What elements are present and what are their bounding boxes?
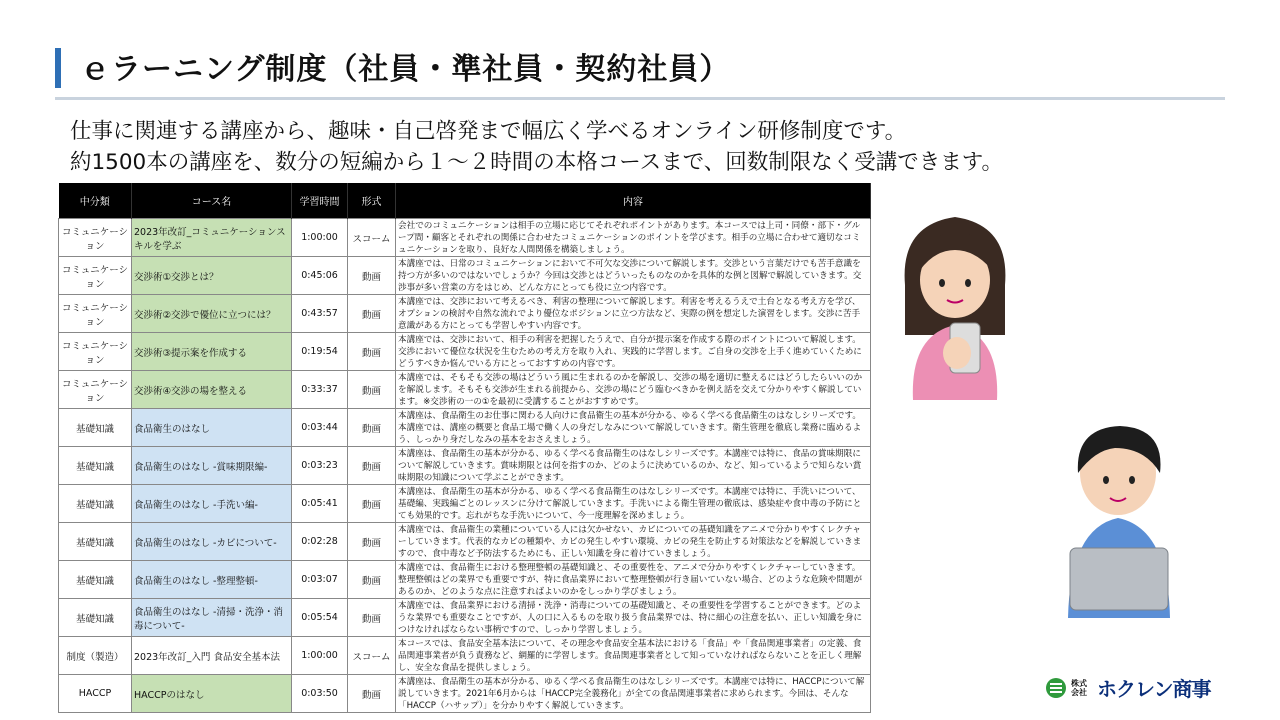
logo-kabushiki-text: 株式会社: [1071, 678, 1087, 697]
category-cell: 基礎知識: [59, 523, 132, 561]
course-name-cell: 2023年改訂_入門 食品安全基本法: [132, 637, 292, 675]
table-row: [59, 675, 871, 713]
category-cell: コミュニケーション: [59, 295, 132, 333]
category-cell: コミュニケーション: [59, 257, 132, 295]
logo-company-name: ホクレン商事: [1097, 677, 1211, 701]
format-cell: 動画: [348, 295, 396, 333]
content-cell: [396, 561, 871, 599]
header-category: 中分類: [59, 183, 132, 219]
page-title: ｅラーニング制度（社員・準社員・契約社員）: [80, 52, 731, 87]
title-divider: [55, 97, 1225, 100]
content-text: 本講座は、食品衛生の基本が分かる、ゆるく学べる食品衛生のはなしシリーズです。本講座では特に、食品の賞味期限について解説していきます。賞味期限とは何を指すのか、どのように決めているのか、など、知っているようで知らない賞味期限の知識について学ぶことができます。: [398, 449, 862, 483]
content-text: 本講座では、食品衛生における整理整頓の基礎知識と、その重要性を、アニメで分かりやすくレクチャーしていきます。整理整頓はどの業界でも重要ですが、特に食品業界において整理整頓が行き届いていない場合、どのような危険や問題があるのか、どのような点に注意すればよいのかをしっかり学びましょう。: [398, 563, 863, 597]
table-row: [59, 295, 871, 333]
course-table: [58, 183, 871, 713]
study-time-cell: 1:00:00: [292, 637, 348, 675]
study-time-cell: 0:03:50: [292, 675, 348, 713]
format-cell: スコーム: [348, 219, 396, 257]
table-row: [59, 447, 871, 485]
format-cell: スコーム: [348, 637, 396, 675]
table-row: [59, 219, 871, 257]
content-cell: [396, 485, 871, 523]
table-row: [59, 523, 871, 561]
course-name-cell: HACCPのはなし: [132, 675, 292, 713]
course-table-container: [58, 183, 870, 711]
category-cell: コミュニケーション: [59, 371, 132, 409]
content-text: 本講座では、食品衛生の業種についている人には欠かせない、カビについての基礎知識をアニメで分かりやすくレクチャーしていきます。代表的なカビの種類や、カビの発生しやすい環境、カビの発生を防止する対策法などを解説していきますので、食中毒など予防法するためにも、正しい知識を身に着けていきましょう。: [398, 525, 862, 559]
table-row: [59, 599, 871, 637]
study-time-cell: 0:02:28: [292, 523, 348, 561]
category-cell: 制度（製造）: [59, 637, 132, 675]
content-text: 本講座は、食品衛生の基本が分かる、ゆるく学べる食品衛生のはなしシリーズです。本講座では特に、HACCPについて解説していきます。2021年6月からは「HACCP完全義務化」が全ての食品関連事業者に求められます。今回は、そんな「HACCP（ハサップ）」を分かりやすく解説していきます。: [398, 677, 865, 711]
table-row: [59, 409, 871, 447]
table-row: [59, 561, 871, 599]
header-time: 学習時間: [292, 183, 348, 219]
man-with-laptop-illustration: [1060, 418, 1180, 618]
table-row: [59, 637, 871, 675]
title-accent-bar: [55, 48, 61, 88]
category-cell: 基礎知識: [59, 409, 132, 447]
intro-line-2: 約1500本の講座を、数分の短編から１～２時間の本格コースまで、回数制限なく受講できます。: [70, 150, 1003, 175]
format-cell: 動画: [348, 257, 396, 295]
content-cell: [396, 523, 871, 561]
format-cell: 動画: [348, 599, 396, 637]
content-cell: [396, 219, 871, 257]
course-name-cell: 食品衛生のはなし: [132, 409, 292, 447]
study-time-cell: 0:05:41: [292, 485, 348, 523]
header-content: 内容: [396, 183, 871, 219]
table-header-row: [59, 183, 871, 219]
content-cell: [396, 599, 871, 637]
header-format: 形式: [348, 183, 396, 219]
course-name-cell: 交渉術④交渉の場を整える: [132, 371, 292, 409]
table-row: [59, 257, 871, 295]
study-time-cell: 0:43:57: [292, 295, 348, 333]
woman-with-phone-illustration: [895, 205, 1015, 400]
content-text: 本講座は、食品衛生のお仕事に関わる人向けに食品衛生の基本が分かる、ゆるく学べる食品衛生のはなしシリーズです。本講座では、講座の概要と食品工場で働く人の身だしなみについて解説していきます。衛生管理を徹底し業務に臨めるよう、しっかり身だしなみの基本をおさえましょう。: [398, 411, 862, 445]
format-cell: 動画: [348, 561, 396, 599]
content-text: 本講座では、食品業界における清掃・洗浄・消毒についての基礎知識と、その重要性を学習することができます。どのような業界でも重要なことですが、人の口に入るものを取り扱う食品業界では、特に細心の注意を払い、正しい知識を身につけなければならない事柄ですので、しっかり学習しましょう。: [398, 601, 863, 635]
category-cell: 基礎知識: [59, 485, 132, 523]
format-cell: 動画: [348, 485, 396, 523]
content-cell: [396, 257, 871, 295]
content-cell: [396, 371, 871, 409]
study-time-cell: 0:05:54: [292, 599, 348, 637]
study-time-cell: 0:19:54: [292, 333, 348, 371]
category-cell: コミュニケーション: [59, 333, 132, 371]
company-logo: [1045, 673, 1211, 702]
course-name-cell: 交渉術③提示案を作成する: [132, 333, 292, 371]
category-cell: 基礎知識: [59, 599, 132, 637]
content-text: 本講座では、交渉において、相手の利害を把握したうえで、自分が提示案を作成する際のポイントについて解説します。交渉において優位な状況を生むための考え方を取り入れ、実践的に学習します。ご自身の交渉を上手く進めていくためにどうすべきか悩んでいる方にとっておすすめの内容です。: [398, 335, 862, 369]
header-course: コース名: [132, 183, 292, 219]
format-cell: 動画: [348, 409, 396, 447]
study-time-cell: 0:03:44: [292, 409, 348, 447]
course-name-cell: 食品衛生のはなし -清掃・洗浄・消毒について-: [132, 599, 292, 637]
table-row: [59, 333, 871, 371]
study-time-cell: 0:33:37: [292, 371, 348, 409]
content-text: 会社でのコミュニケーションは相手の立場に応じてそれぞれポイントがあります。本コースでは上司・同僚・部下・グループ間・顧客とそれぞれの関係に合わせたコミュニケーションのポイントを学びます。相手の立場に合わせて適切なコミュニケーションを取り、良好な人間関係を構築しましょう。: [398, 221, 861, 255]
content-text: 本講座は、食品衛生の基本が分かる、ゆるく学べる食品衛生のはなしシリーズです。本講座では特に、手洗いについて、基礎編、実践編ごとのレッスンに分けて解説していきます。手洗いによる衛生管理の徹底は、感染症や食中毒の予防にとても効果的です。忘れがちな手洗いについて、今一度理解を深めましょう。: [398, 487, 862, 521]
content-text: 本講座では、日常のコミュニケーションにおいて不可欠な交渉について解説します。交渉という言葉だけでも苦手意識を持つ方が多いのではないでしょうか？今回は交渉とはどういったものなのかを具体的な例と図解で解説していきます。交渉事が多い営業の方をはじめ、どんな方にとっても役に立つ内容です。: [398, 259, 862, 293]
course-name-cell: 食品衛生のはなし -手洗い編-: [132, 485, 292, 523]
content-cell: [396, 447, 871, 485]
intro-line-1: 仕事に関連する講座から、趣味・自己啓発まで幅広く学べるオンライン研修制度です。: [70, 119, 907, 144]
format-cell: 動画: [348, 333, 396, 371]
content-cell: [396, 675, 871, 713]
category-cell: コミュニケーション: [59, 219, 132, 257]
table-row: [59, 371, 871, 409]
category-cell: 基礎知識: [59, 561, 132, 599]
content-text: 本講座では、そもそも交渉の場はどういう風に生まれるのかを解説し、交渉の場を適切に整えるにはどうしたらいいのかを解説します。そもそも交渉が生まれる前提から、交渉の場にどう臨むべきかを例え話を交えて分かりやすく解説しています。※交渉術の一の①を最初に受講することがおすすめです。: [398, 373, 863, 407]
course-name-cell: 交渉術①交渉とは？: [132, 257, 292, 295]
course-name-cell: 2023年改訂_コミュニケーションスキルを学ぶ: [132, 219, 292, 257]
course-name-cell: 食品衛生のはなし -賞味期限編-: [132, 447, 292, 485]
category-cell: HACCP: [59, 675, 132, 713]
study-time-cell: 0:03:23: [292, 447, 348, 485]
study-time-cell: 0:45:06: [292, 257, 348, 295]
course-name-cell: 食品衛生のはなし -整理整頓-: [132, 561, 292, 599]
format-cell: 動画: [348, 675, 396, 713]
content-cell: [396, 637, 871, 675]
course-name-cell: 交渉術②交渉で優位に立つには？: [132, 295, 292, 333]
content-cell: [396, 295, 871, 333]
study-time-cell: 1:00:00: [292, 219, 348, 257]
content-cell: [396, 333, 871, 371]
table-row: [59, 485, 871, 523]
content-text: 本コースでは、食品安全基本法について、その理念や食品安全基本法における「食品」や「食品関連事業者」の定義、食品関連事業者が負う責務など、網羅的に学習します。食品関連事業者として知っていなければならないことを正しく理解し、安全な食品を提供しましょう。: [398, 639, 862, 673]
category-cell: 基礎知識: [59, 447, 132, 485]
course-name-cell: 食品衛生のはなし -カビについて-: [132, 523, 292, 561]
format-cell: 動画: [348, 371, 396, 409]
logo-mark-icon: [1045, 677, 1067, 699]
content-cell: [396, 409, 871, 447]
format-cell: 動画: [348, 447, 396, 485]
study-time-cell: 0:03:07: [292, 561, 348, 599]
format-cell: 動画: [348, 523, 396, 561]
content-text: 本講座では、交渉において考えるべき、利害の整理について解説します。利害を考えるうえで土台となる考え方を学び、オプションの検討や自然な流れでより優位なポジションに立つ方法など、実際の例を想定した演習をします。交渉に苦手意識がある方にとっても学習しやすい内容です。: [398, 297, 861, 331]
